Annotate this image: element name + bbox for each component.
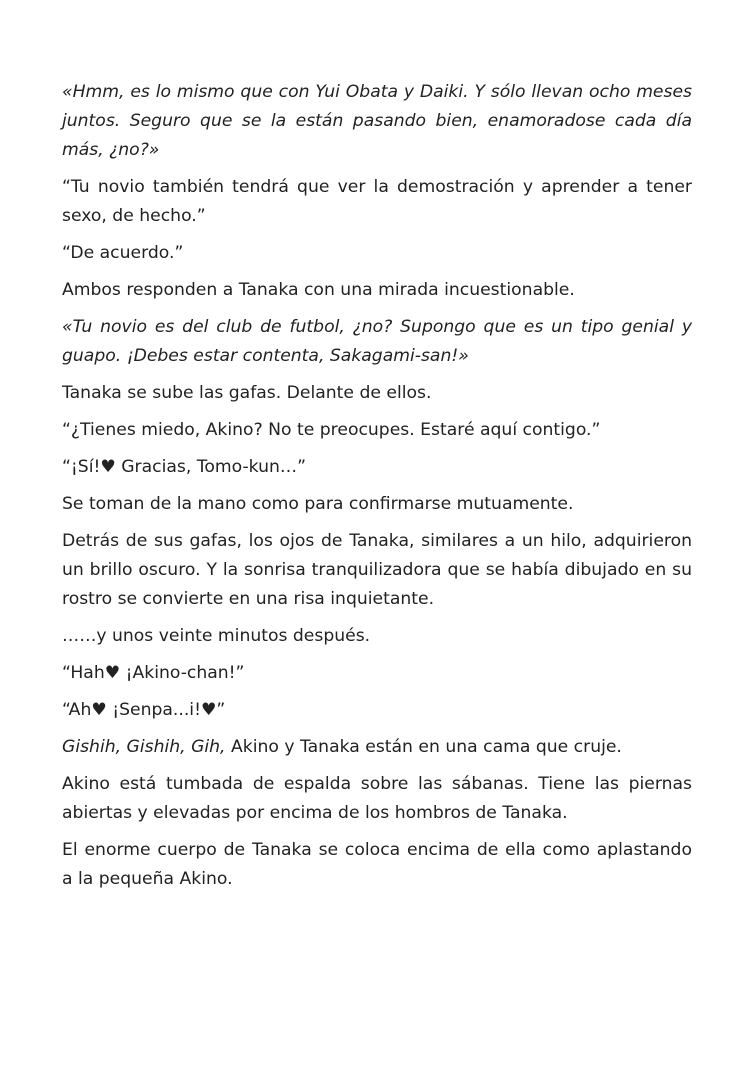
paragraph-text: “Ah♥ ¡Senpa...i!♥”: [62, 700, 226, 720]
paragraph-text: Akino y Tanaka están en una cama que cruje.: [225, 737, 622, 757]
paragraph: [62, 173, 692, 231]
paragraph-text: Tanaka se sube las gafas. Delante de ellos.: [62, 383, 432, 403]
paragraph-text: ……y unos veinte minutos después.: [62, 626, 371, 646]
paragraph-text: Se toman de la mano como para confirmarse mutuamente.: [62, 494, 574, 514]
paragraph-text: Detrás de sus gafas, los ojos de Tanaka, similares a un hilo, adquirieron un brillo oscuro. Y la sonrisa tranquilizadora que se había dibujado en su rostro se convierte en una risa inquietante.: [62, 531, 692, 609]
paragraph: [62, 313, 692, 371]
paragraph: [62, 527, 692, 614]
paragraph: [62, 622, 692, 651]
paragraph-text: Ambos responden a Tanaka con una mirada incuestionable.: [62, 280, 575, 300]
paragraph: [62, 416, 692, 445]
paragraph: [62, 276, 692, 305]
paragraph-text: “De acuerdo.”: [62, 243, 184, 263]
paragraph-text: El enorme cuerpo de Tanaka se coloca encima de ella como aplastando a la pequeña Akino.: [62, 840, 692, 889]
document-page: [62, 78, 692, 902]
paragraph: [62, 239, 692, 268]
paragraph-text: “¿Tienes miedo, Akino? No te preocupes. Estaré aquí contigo.”: [62, 420, 601, 440]
paragraph: [62, 659, 692, 688]
paragraph: [62, 453, 692, 482]
paragraph-text: “Hah♥ ¡Akino-chan!”: [62, 663, 245, 683]
paragraph: [62, 379, 692, 408]
paragraph-text-onomatopoeia: Gishih, Gishih, Gih,: [62, 737, 226, 757]
paragraph-text: “Tu novio también tendrá que ver la demostración y aprender a tener sexo, de hecho.”: [62, 177, 692, 226]
paragraph: [62, 490, 692, 519]
paragraph-text: “¡Sí!♥ Gracias, Tomo-kun…”: [62, 457, 306, 477]
paragraph: [62, 696, 692, 725]
paragraph-text: «Tu novio es del club de futbol, ¿no? Supongo que es un tipo genial y guapo. ¡Debes estar contenta, Sakagami-san!»: [62, 317, 692, 366]
paragraph: [62, 836, 692, 894]
paragraph: [62, 78, 692, 165]
paragraph-text: «Hmm, es lo mismo que con Yui Obata y Daiki. Y sólo llevan ocho meses juntos. Seguro que se la están pasando bien, enamoradose cada día más, ¿no?»: [62, 82, 692, 160]
paragraph-text: Akino está tumbada de espalda sobre las sábanas. Tiene las piernas abiertas y elevadas por encima de los hombros de Tanaka.: [62, 774, 692, 823]
paragraph: [62, 733, 692, 762]
paragraph: [62, 770, 692, 828]
